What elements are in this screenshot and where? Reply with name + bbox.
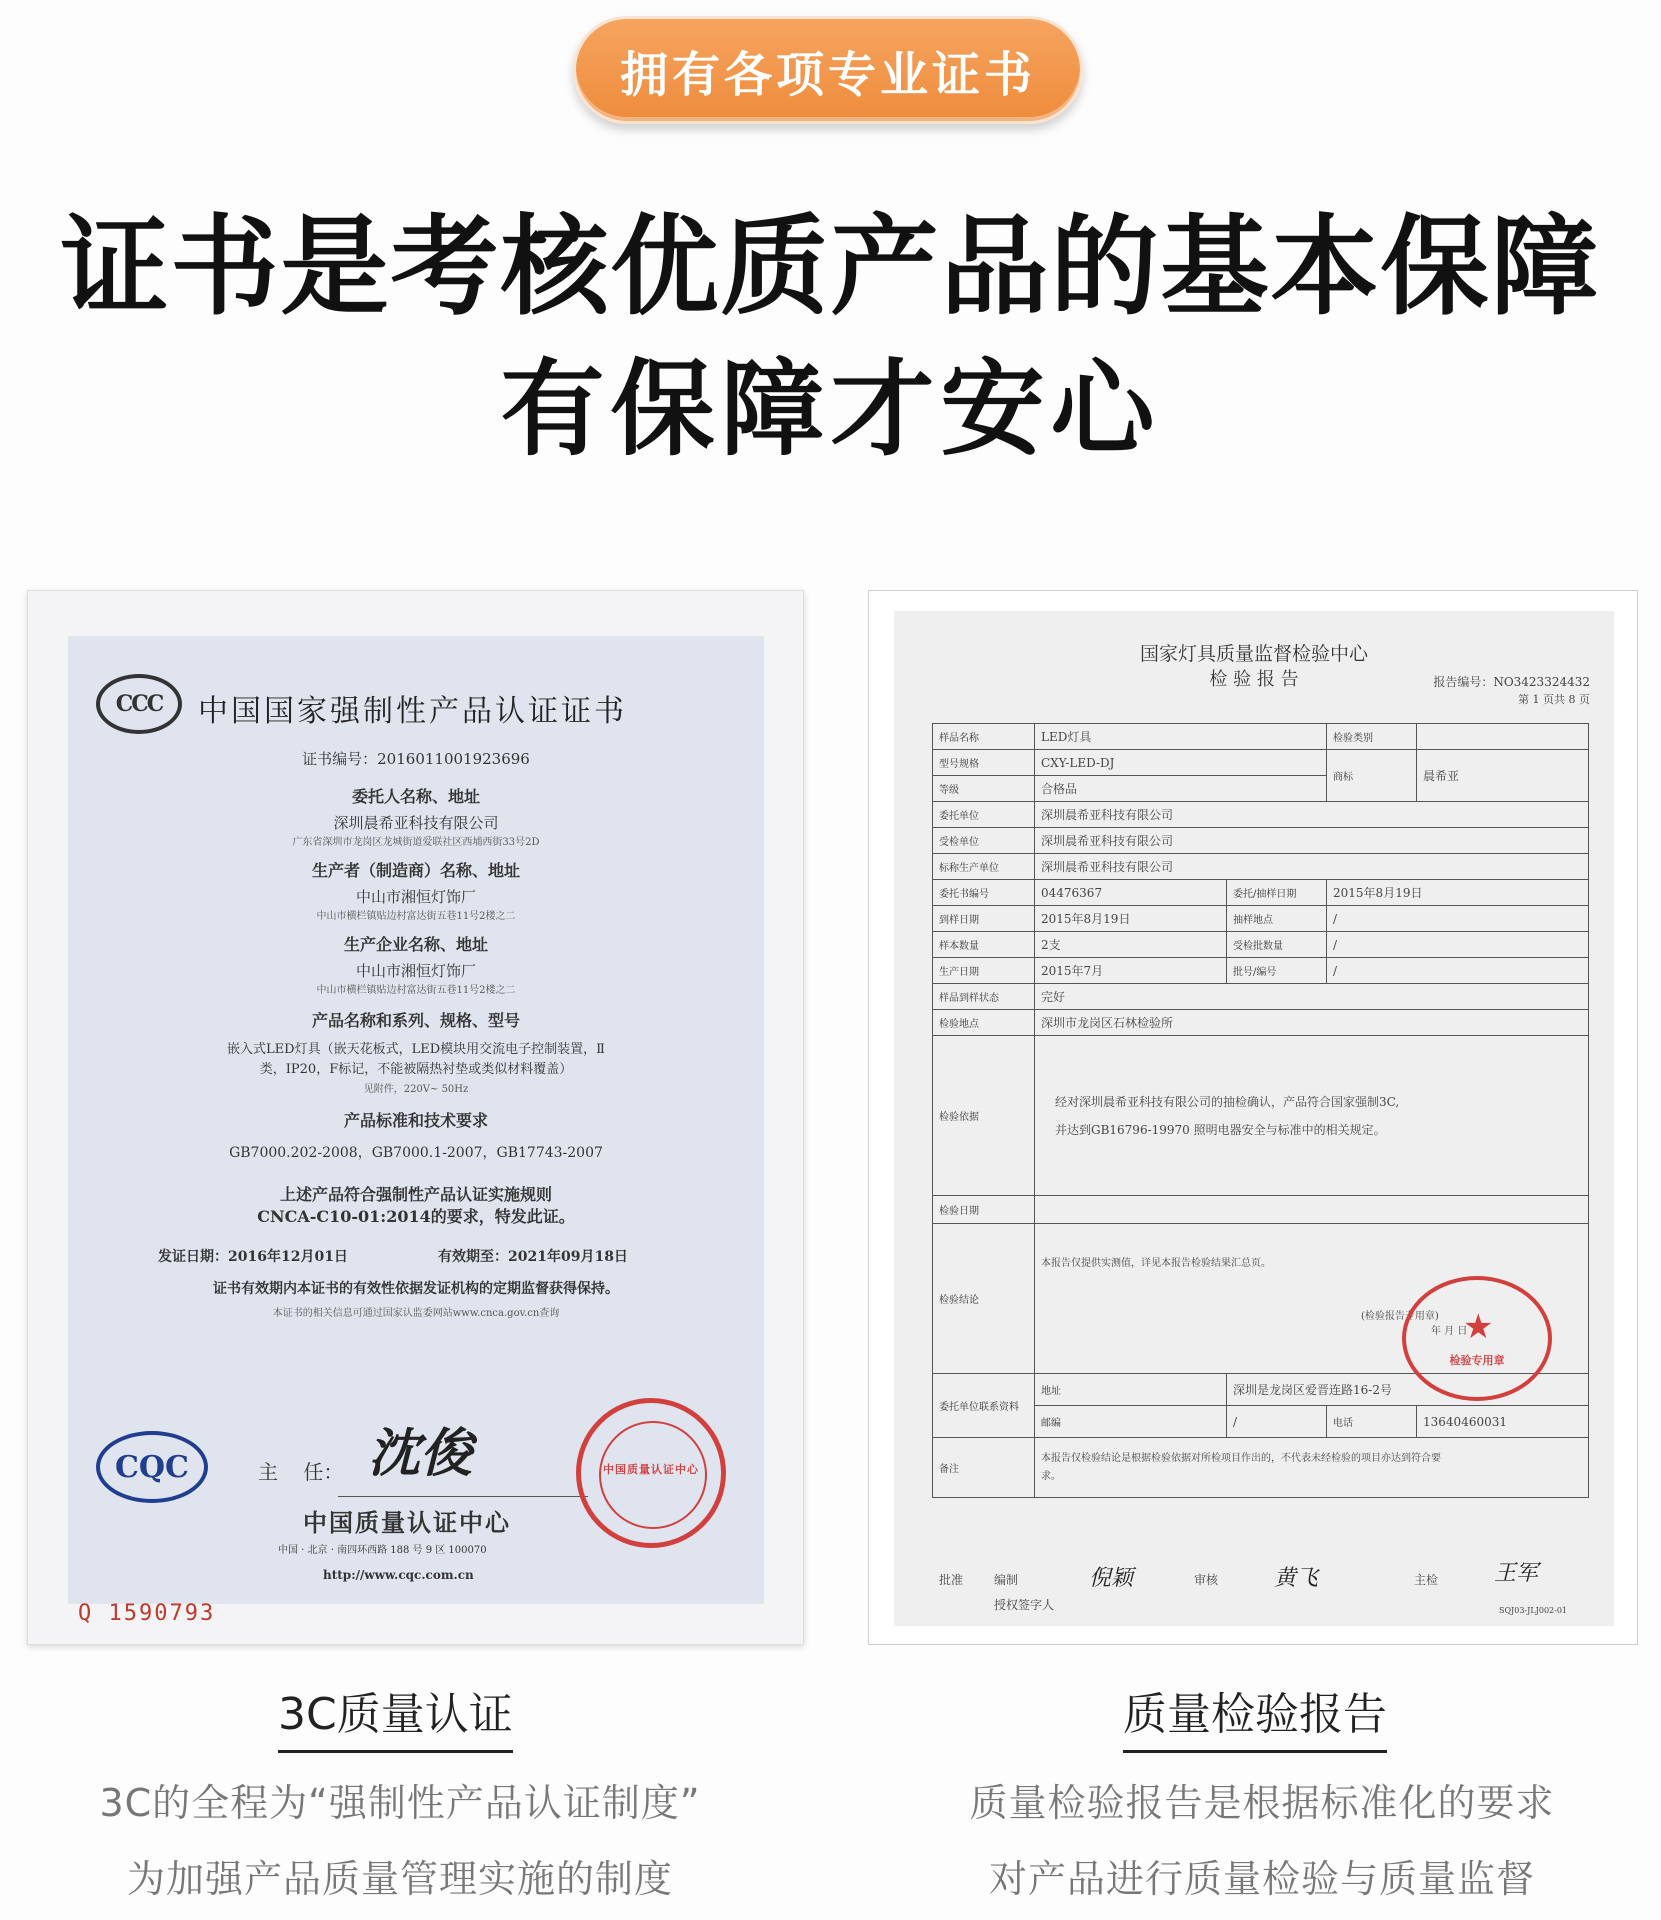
lookup-note: 本证书的相关信息可通过国家认监委网站www.cnca.gov.cn查询 — [272, 1308, 560, 1319]
cert-number: 证书编号：2016011001923696 — [302, 750, 530, 768]
factory-address: 中山市横栏镇贴边村富达街五巷11号2楼之二 — [316, 985, 516, 996]
table-cell: 经对深圳晨希亚科技有限公司的抽检确认，产品符合国家强制3C, 并达到GB16796-19970 照明电器安全与标准中的相关规定。 — [1035, 1036, 1589, 1196]
table-cell: 备注 — [933, 1438, 1035, 1498]
table-cell: 抽样地点 — [1227, 906, 1327, 932]
table-cell: 样品名称 — [933, 724, 1035, 750]
table-row — [933, 1010, 1589, 1036]
table-cell: 13640460031 — [1417, 1406, 1589, 1438]
table-cell: / — [1327, 958, 1589, 984]
table-cell: CXY-LED-DJ — [1035, 750, 1327, 776]
table-cell: 2支 — [1035, 932, 1227, 958]
table-cell: 委托单位 — [933, 802, 1035, 828]
report-number: 报告编号：NO3423324432 — [1433, 675, 1590, 689]
table-cell: 检验依据 — [933, 1036, 1035, 1196]
report-title: 国家灯具质量监督检验中心 — [1139, 643, 1368, 665]
table-cell: 商标 — [1327, 750, 1417, 802]
doc-code: SQJ03-JLJ002-01 — [1499, 1606, 1568, 1615]
expiry-date: 有效期至：2021年09月18日 — [438, 1249, 628, 1265]
product-label: 产品名称和系列、规格、型号 — [311, 1011, 520, 1030]
table-row — [933, 750, 1589, 776]
table-cell: 深圳晨希亚科技有限公司 — [1035, 828, 1589, 854]
right-caption-title: 质量检验报告 — [1123, 1678, 1387, 1753]
editor-signature: 倪颖 — [1089, 1566, 1134, 1591]
table-cell: 检验类别 — [1327, 724, 1417, 750]
editor-label: 编制 — [994, 1573, 1019, 1587]
main-inspector-signature: 王军 — [1494, 1561, 1539, 1586]
table-cell: 完好 — [1035, 984, 1589, 1010]
table-row — [933, 1196, 1589, 1224]
validity-note: 证书有效期内本证书的有效性依据发证机构的定期监督获得保持。 — [213, 1281, 619, 1297]
issuer-address: 中国 · 北京 · 南四环西路 188 号 9 区 100070 — [278, 1545, 487, 1556]
table-cell: 深圳是龙岗区爱晋连路16-2号 — [1227, 1374, 1589, 1406]
table-cell: 检验结论 — [933, 1224, 1035, 1374]
issuer-name: 中国质量认证中心 — [303, 1508, 511, 1537]
table-cell — [1417, 724, 1589, 750]
certificate-serial: Q 1590793 — [78, 1601, 216, 1626]
applicant-label: 委托人名称、地址 — [351, 787, 480, 806]
table-cell: 深圳晨希亚科技有限公司 — [1035, 854, 1589, 880]
report-card — [868, 590, 1638, 1645]
table-cell — [1035, 1196, 1589, 1224]
table-cell: 受检单位 — [933, 828, 1035, 854]
table-cell: / — [1327, 906, 1589, 932]
table-cell: 委托/抽样日期 — [1227, 880, 1327, 906]
right-caption-line-1: 质量检验报告是根据标准化的要求 — [969, 1781, 1555, 1825]
factory-label: 生产企业名称、地址 — [343, 935, 488, 954]
table-cell: 本报告仅检验结论是根据检验依据对所检项目作出的，不代表未经检验的项目亦达到符合要 求。 — [1035, 1438, 1589, 1498]
table-cell: 标称生产单位 — [933, 854, 1035, 880]
certificate-document — [68, 636, 764, 1604]
certificate-title: 中国国家强制性产品认证证书 — [198, 694, 627, 729]
table-cell: 检验地点 — [933, 1010, 1035, 1036]
inspection-seal: ★ 检验专用章 — [1402, 1276, 1552, 1401]
header-badge — [573, 16, 1083, 124]
cqc-logo: CQC — [96, 1431, 208, 1503]
report-subtitle: 检 验 报 告 — [1209, 669, 1299, 690]
authorized-label: 授权签字人 — [994, 1598, 1055, 1612]
table-cell: 电话 — [1327, 1406, 1417, 1438]
table-cell: 2015年8月19日 — [1327, 880, 1589, 906]
ccc-logo: CCC — [96, 674, 182, 734]
left-caption-line-1: 3C的全程为“强制性产品认证制度” — [99, 1781, 701, 1825]
table-row — [933, 880, 1589, 906]
table-row — [933, 854, 1589, 880]
table-cell: 受检批数量 — [1227, 932, 1327, 958]
table-cell: 到样日期 — [933, 906, 1035, 932]
table-cell: 深圳市龙岗区石林检验所 — [1035, 1010, 1589, 1036]
rule-line-1: 上述产品符合强制性产品认证实施规则 — [279, 1185, 552, 1204]
approver-label: 批准 — [939, 1573, 964, 1587]
table-cell: 地址 — [1035, 1374, 1227, 1406]
reviewer-label: 审核 — [1194, 1573, 1219, 1587]
factory-name: 中山市湘恒灯饰厂 — [355, 962, 476, 980]
issue-date: 发证日期：2016年12月01日 — [158, 1249, 348, 1265]
table-cell: 委托单位联系资料 — [933, 1374, 1035, 1438]
table-row — [933, 958, 1589, 984]
table-row — [933, 906, 1589, 932]
table-row — [933, 828, 1589, 854]
table-row — [933, 932, 1589, 958]
table-cell: 2015年7月 — [1035, 958, 1227, 984]
table-cell: 深圳晨希亚科技有限公司 — [1035, 802, 1589, 828]
left-caption-title: 3C质量认证 — [278, 1678, 513, 1753]
table-cell: 样品到样状态 — [933, 984, 1035, 1010]
reviewer-signature: 黄飞 — [1274, 1566, 1319, 1591]
director-label: 主 任： — [258, 1460, 344, 1484]
inspection-report — [894, 611, 1614, 1626]
manufacturer-address: 中山市横栏镇贴边村富达街五巷11号2楼之二 — [316, 911, 516, 922]
table-cell: 型号规格 — [933, 750, 1035, 776]
manufacturer-label: 生产者（制造商）名称、地址 — [311, 861, 520, 880]
table-cell: 检验日期 — [933, 1196, 1035, 1224]
director-signature: 沈俊 — [368, 1423, 473, 1484]
table-cell: 生产日期 — [933, 958, 1035, 984]
table-cell: 晨希亚 — [1417, 750, 1589, 802]
headline: 证书是考核优质产品的基本保障 — [60, 204, 1601, 330]
header-badge-text: 拥有各项专业证书 — [619, 46, 1036, 103]
table-cell: 委托书编号 — [933, 880, 1035, 906]
product-line-2: 类，IP20，F标记，不能被隔热衬垫或类似材料覆盖） — [259, 1062, 573, 1077]
certificate-card — [27, 590, 804, 1645]
left-caption-line-2: 为加强产品质量管理实施的制度 — [126, 1857, 673, 1901]
product-line-3: 见附件，220V~ 50Hz — [363, 1084, 469, 1095]
right-caption-line-2: 对产品进行质量检验与质量监督 — [988, 1857, 1535, 1901]
table-cell: / — [1327, 932, 1589, 958]
issuer-url: http://www.cqc.com.cn — [323, 1568, 474, 1582]
table-row — [933, 802, 1589, 828]
standards: GB7000.202-2008，GB7000.1-2007，GB17743-2007 — [229, 1145, 603, 1161]
product-line-1: 嵌入式LED灯具（嵌天花板式，LED模块用交流电子控制装置，Ⅱ — [227, 1042, 605, 1057]
table-cell: 邮编 — [1035, 1406, 1227, 1438]
table-row — [933, 1036, 1589, 1196]
table-cell: 合格品 — [1035, 776, 1327, 802]
standard-label: 产品标准和技术要求 — [343, 1111, 488, 1130]
applicant-name: 深圳晨希亚科技有限公司 — [333, 814, 499, 832]
table-cell: 等级 — [933, 776, 1035, 802]
certification-seal: 中国质量认证中心 — [576, 1398, 726, 1548]
table-cell: 本报告仅提供实测值，详见本报告检验结果汇总页。 (检验报告专用章) 年 月 日 — [1035, 1224, 1589, 1374]
table-row — [933, 1438, 1589, 1498]
table-cell: 2015年8月19日 — [1035, 906, 1227, 932]
table-cell: 04476367 — [1035, 880, 1227, 906]
table-cell: LED灯具 — [1035, 724, 1327, 750]
report-page: 第 1 页共 8 页 — [1518, 693, 1590, 706]
table-cell: 样本数量 — [933, 932, 1035, 958]
table-cell: 批号/编号 — [1227, 958, 1327, 984]
table-cell: / — [1227, 1406, 1327, 1438]
manufacturer-name: 中山市湘恒灯饰厂 — [355, 888, 476, 906]
main-inspector-label: 主检 — [1414, 1573, 1439, 1587]
rule-line-2: CNCA-C10-01:2014的要求，特发此证。 — [257, 1207, 575, 1226]
subheadline: 有保障才安心 — [500, 348, 1161, 470]
applicant-address: 广东省深圳市龙岗区龙城街道爱联社区西埔西街33号2D — [292, 837, 540, 848]
table-row — [933, 984, 1589, 1010]
table-row — [933, 724, 1589, 750]
